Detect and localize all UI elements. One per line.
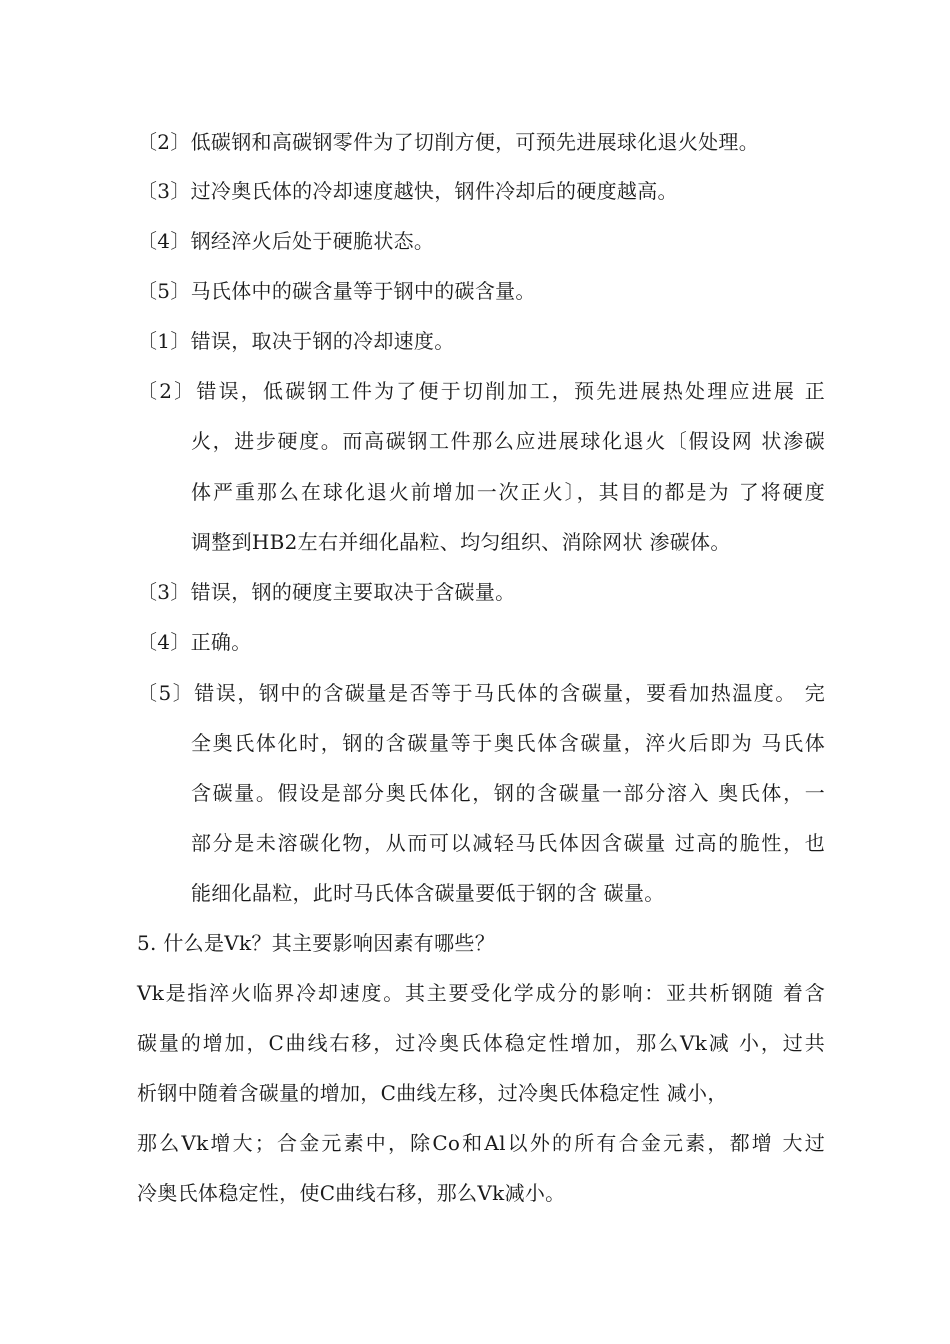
section-5-paragraph-line-2: 碳量的增加，C曲线右移，过冷奥氏体稳定性增加，那么Vk减 小，过共 bbox=[137, 1031, 825, 1055]
answer-5-line-5: 能细化晶粒，此时马氏体含碳量要低于钢的含 碳量。 bbox=[191, 881, 665, 905]
answer-1: 〔1〕错误，取决于钢的冷却速度。 bbox=[137, 329, 455, 353]
section-5-paragraph-line-4: 那么Vk增大；合金元素中，除Co和Al以外的所有合金元素，都增 大过 bbox=[137, 1131, 825, 1155]
answer-4: 〔4〕正确。 bbox=[137, 630, 252, 654]
answer-2-line-1: 〔2〕错误，低碳钢工件为了便于切削加工，预先进展热处理应进展 正 bbox=[137, 379, 825, 403]
answer-3: 〔3〕错误，钢的硬度主要取决于含碳量。 bbox=[137, 580, 516, 604]
answer-5-line-2: 全奥氏体化时，钢的含碳量等于奥氏体含碳量，淬火后即为 马氏体 bbox=[191, 731, 825, 755]
answer-5-line-4: 部分是未溶碳化物，从而可以减轻马氏体因含碳量 过高的脆性，也 bbox=[191, 831, 825, 855]
answer-5-line-1: 〔5〕错误，钢中的含碳量是否等于马氏体的含碳量，要看加热温度。 完 bbox=[137, 681, 825, 705]
section-5-paragraph-line-1: Vk是指淬火临界冷却速度。其主要受化学成分的影响：亚共析钢随 着含 bbox=[137, 981, 825, 1005]
answer-2-line-4: 调整到HB2左右并细化晶粒、均匀组织、消除网状 渗碳体。 bbox=[191, 530, 731, 554]
section-5-paragraph-line-3: 析钢中随着含碳量的增加，C曲线左移，过冷奥氏体稳定性 减小， bbox=[137, 1081, 728, 1105]
answer-5-line-3: 含碳量。假设是部分奥氏体化，钢的含碳量一部分溶入 奥氏体，一 bbox=[191, 781, 825, 805]
section-5-paragraph-line-5: 冷奥氏体稳定性，使C曲线右移，那么Vk减小。 bbox=[137, 1181, 566, 1205]
question-4: 〔4〕钢经淬火后处于硬脆状态。 bbox=[137, 229, 435, 253]
section-5-heading: 5. 什么是Vk？其主要影响因素有哪些？ bbox=[137, 931, 496, 955]
answer-2-line-2: 火，进步硬度。而高碳钢工件那么应进展球化退火〔假设网 状渗碳 bbox=[191, 429, 825, 453]
question-2: 〔2〕低碳钢和高碳钢零件为了切削方便，可预先进展球化退火处理。 bbox=[137, 130, 760, 154]
question-5: 〔5〕马氏体中的碳含量等于钢中的碳含量。 bbox=[137, 279, 536, 303]
question-3: 〔3〕过冷奥氏体的冷却速度越快，钢件冷却后的硬度越高。 bbox=[137, 179, 678, 203]
answer-2-line-3: 体严重那么在球化退火前增加一次正火〕，其目的都是为 了将硬度 bbox=[191, 480, 825, 504]
